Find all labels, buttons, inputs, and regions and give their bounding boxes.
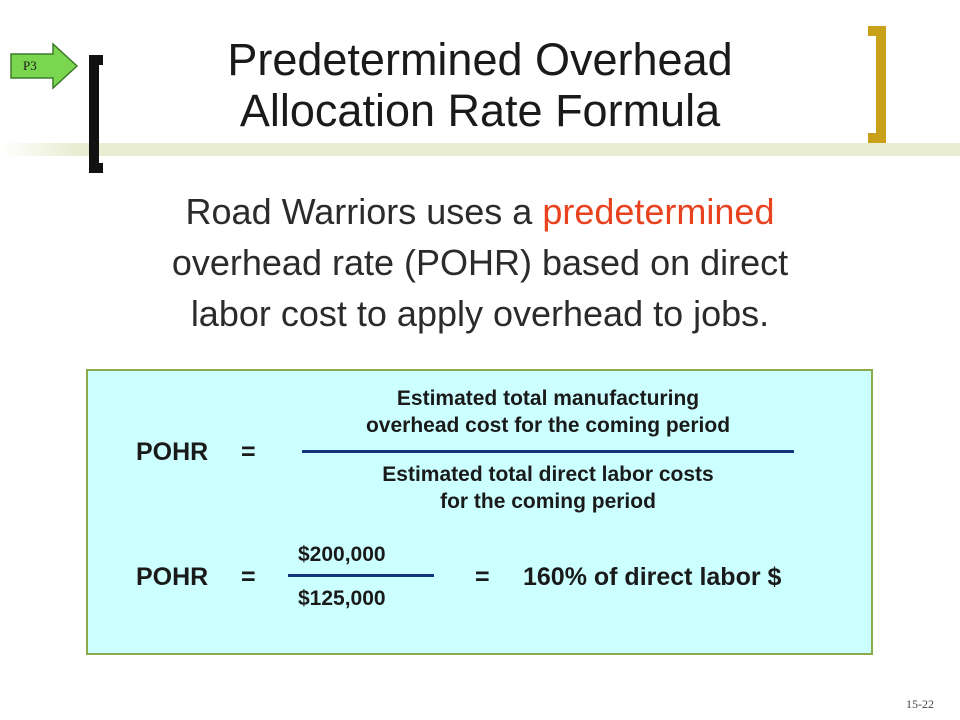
title-line-2: Allocation Rate Formula [239, 85, 721, 136]
intro-line-3: labor cost to apply overhead to jobs. [190, 293, 770, 334]
applied-formula-lhs: POHR [136, 563, 209, 591]
applied-formula-equals: = [241, 563, 256, 591]
title-line-1: Predetermined Overhead [227, 34, 733, 85]
result-equals: = [475, 563, 490, 591]
intro-highlight: predetermined [542, 191, 775, 232]
general-formula-numerator [302, 385, 794, 439]
intro-line-2: overhead rate (POHR) based on direct [171, 242, 789, 283]
denominator-line-1: Estimated total direct labor costs [382, 463, 714, 486]
p3-arrow-tag [9, 41, 81, 91]
applied-denominator: $125,000 [298, 587, 386, 610]
applied-fraction-line [288, 574, 434, 577]
numerator-line-2: overhead cost for the coming period [365, 414, 731, 437]
general-formula-denominator [302, 461, 794, 515]
tag-label: P3 [23, 58, 37, 73]
general-formula-lhs: POHR [136, 438, 209, 466]
slide-title [120, 34, 840, 136]
applied-result: 160% of direct labor $ [523, 563, 782, 591]
formula-box [86, 369, 873, 655]
general-fraction-line [302, 450, 794, 453]
right-bracket [868, 26, 886, 143]
applied-numerator: $200,000 [298, 543, 386, 566]
general-formula-equals: = [241, 438, 256, 466]
numerator-line-1: Estimated total manufacturing [396, 387, 700, 410]
header-band [0, 143, 960, 156]
left-bracket [89, 55, 103, 173]
page-number: 15-22 [906, 697, 934, 711]
intro-text [80, 186, 880, 339]
denominator-line-2: for the coming period [440, 490, 656, 513]
intro-line-1 [80, 186, 880, 237]
intro-part-1: Road Warriors uses a [185, 191, 543, 232]
